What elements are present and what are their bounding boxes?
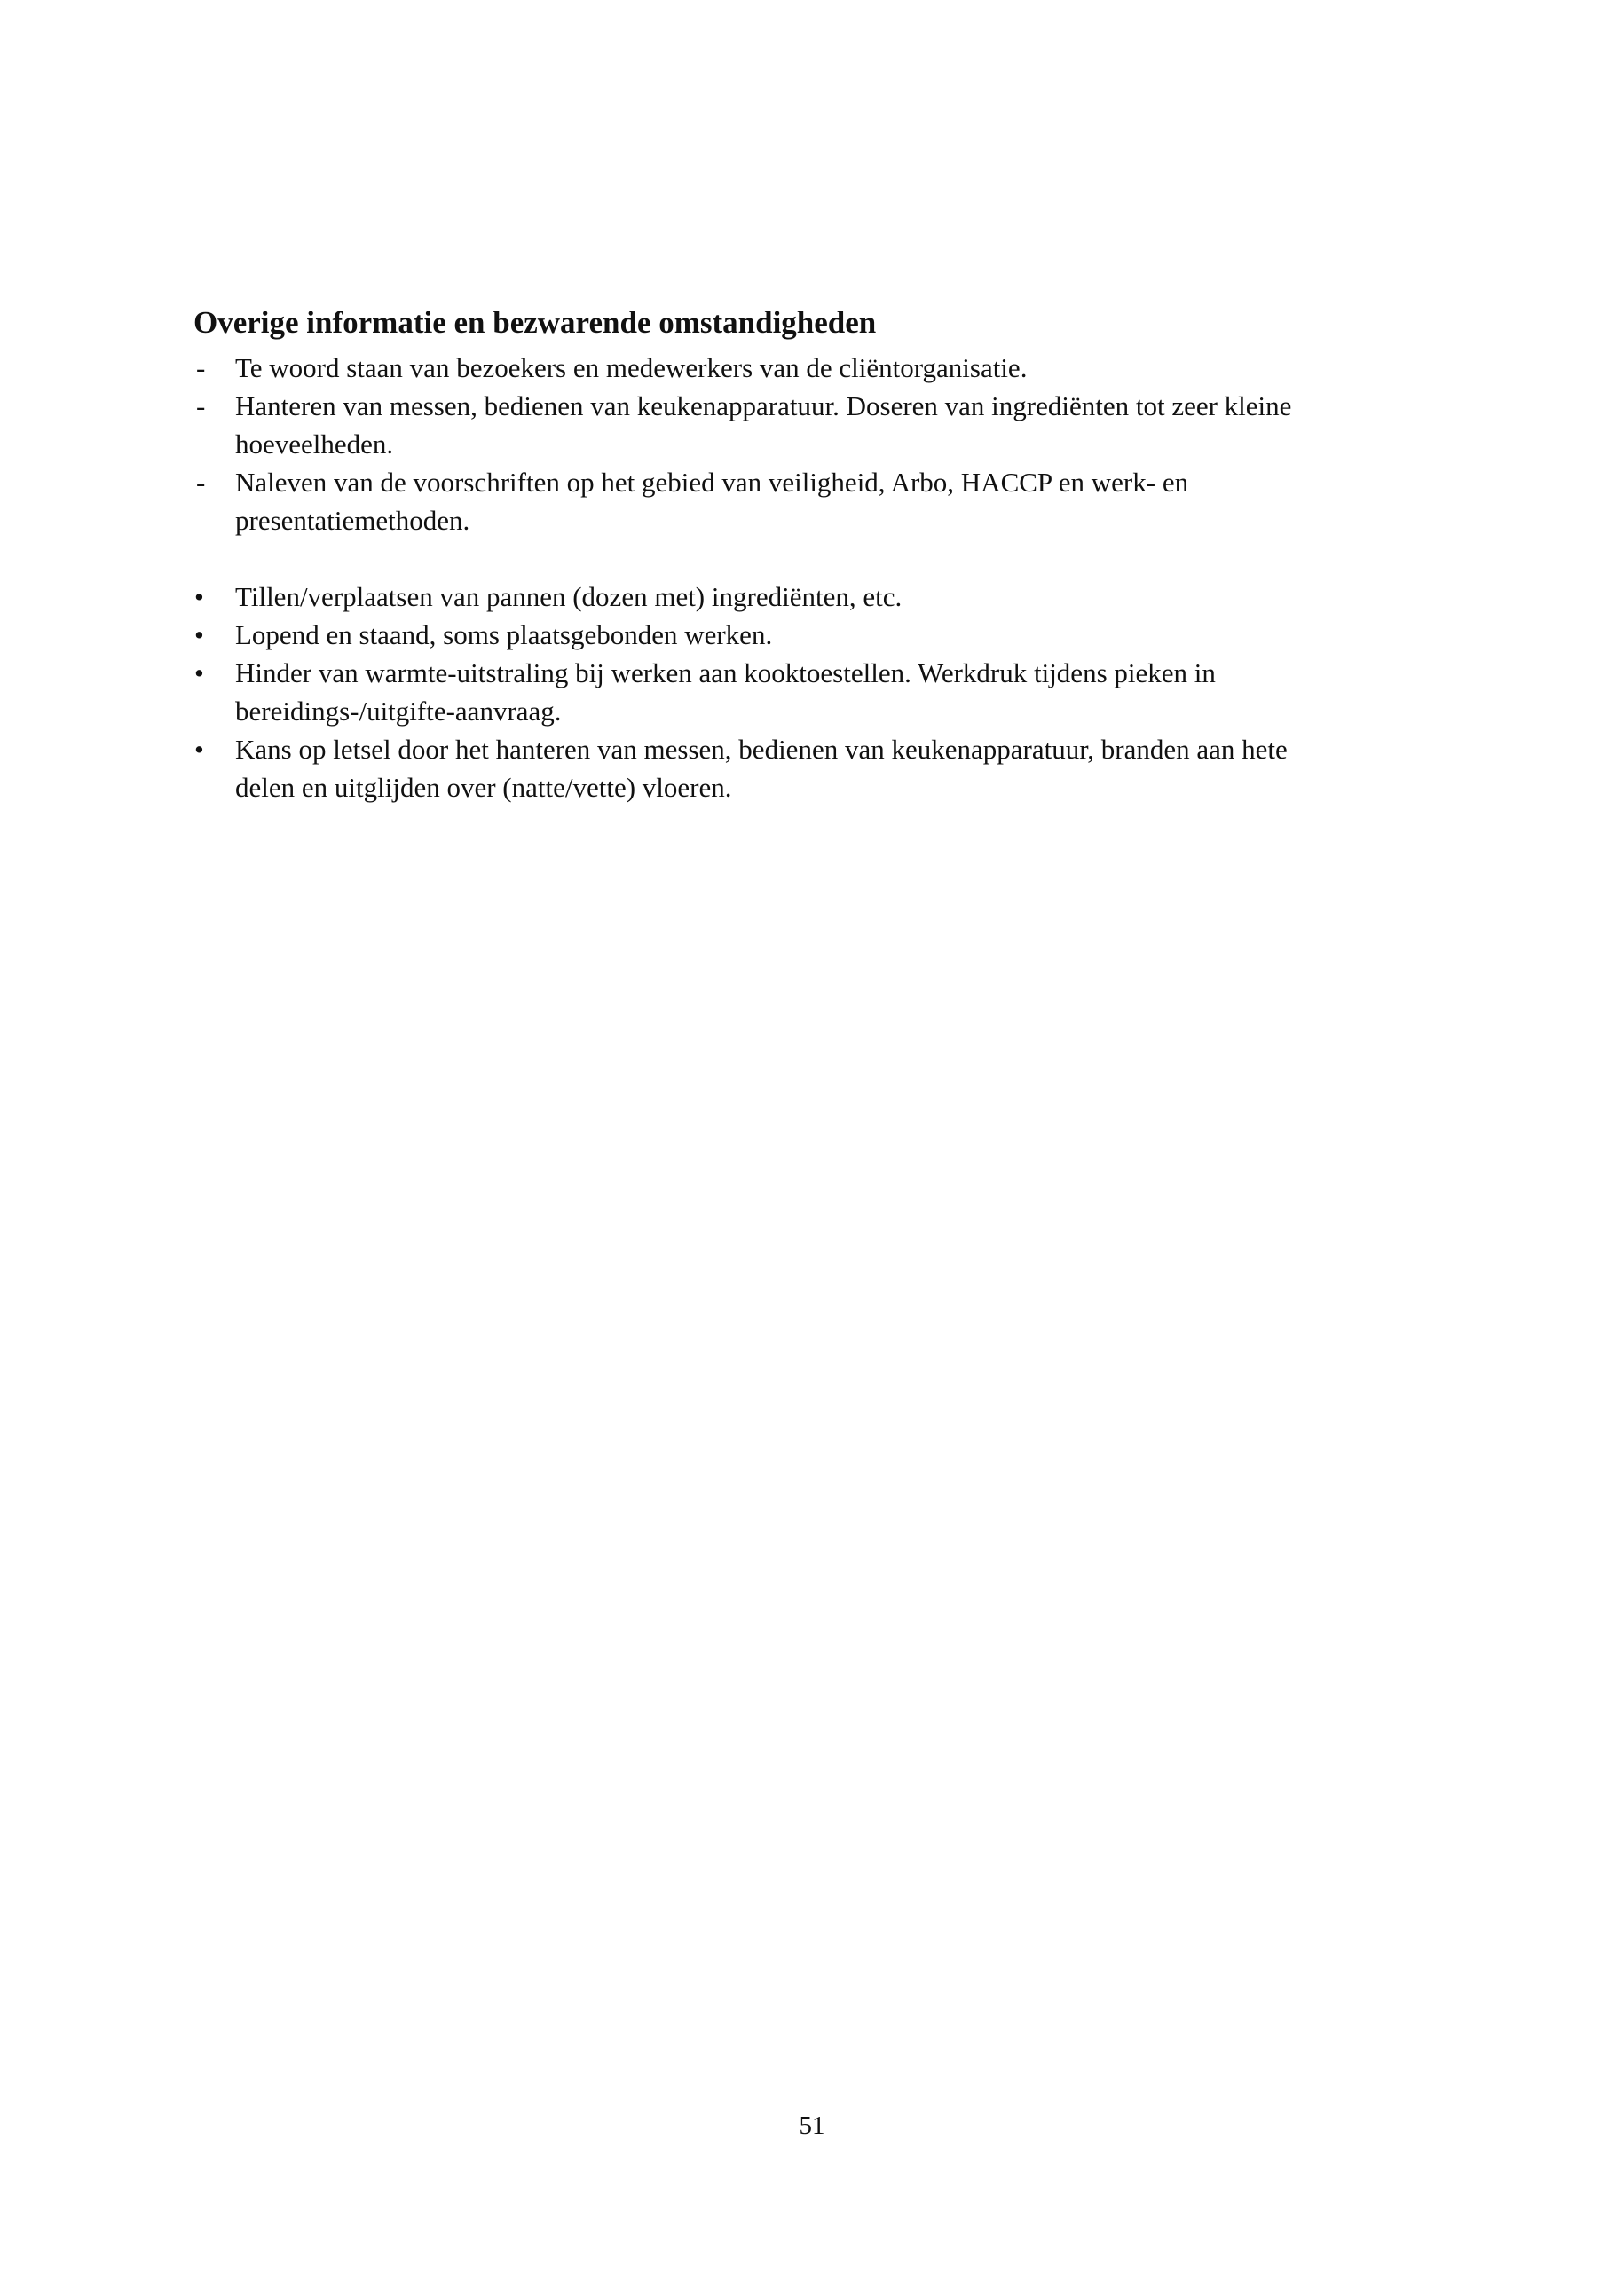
spacer xyxy=(193,539,1436,578)
list-item xyxy=(193,654,1436,730)
section-heading: Overige informatie en bezwarende omstandigheden xyxy=(193,305,877,340)
dash-list xyxy=(193,349,1436,539)
section-other-info xyxy=(193,297,1436,806)
list-item-text-cont: presentatiemethoden. xyxy=(235,505,470,536)
list-item xyxy=(193,463,1436,539)
list-item-text-cont: delen en uitglijden over (natte/vette) vloeren. xyxy=(235,772,732,803)
bullet-list xyxy=(193,578,1436,806)
dash-marker: - xyxy=(196,390,206,421)
list-item-text: Lopend en staand, soms plaatsgebonden werken. xyxy=(235,619,773,650)
list-item-text: Kans op letsel door het hanteren van messen, bedienen van keukenapparatuur, branden aan hete xyxy=(235,734,1288,765)
list-item xyxy=(193,387,1436,463)
dash-marker: - xyxy=(196,352,206,383)
bullet-marker: • xyxy=(194,619,204,650)
list-item-text: Hinder van warmte-uitstraling bij werken aan kooktoestellen. Werkdruk tijdens pieken in xyxy=(235,657,1216,688)
bullet-marker: • xyxy=(194,657,204,688)
list-item-text-cont: hoeveelheden. xyxy=(235,429,394,460)
list-item xyxy=(193,730,1436,806)
bullet-marker: • xyxy=(194,581,204,612)
list-item-text-cont: bereidings-/uitgifte-aanvraag. xyxy=(235,696,562,727)
bullet-marker: • xyxy=(194,734,204,765)
list-item-text: Tillen/verplaatsen van pannen (dozen met) ingrediënten, etc. xyxy=(235,581,903,612)
list-item xyxy=(193,349,1436,387)
dash-marker: - xyxy=(196,467,206,498)
page-number: 51 xyxy=(799,2111,825,2140)
list-item-text: Hanteren van messen, bedienen van keukenapparatuur. Doseren van ingrediënten tot zeer kleine xyxy=(235,390,1292,421)
list-item-text: Te woord staan van bezoekers en medewerkers van de cliëntorganisatie. xyxy=(235,352,1028,383)
list-item xyxy=(193,578,1436,616)
list-item xyxy=(193,616,1436,654)
list-item-text: Naleven van de voorschriften op het gebied van veiligheid, Arbo, HACCP en werk- en xyxy=(235,467,1189,498)
